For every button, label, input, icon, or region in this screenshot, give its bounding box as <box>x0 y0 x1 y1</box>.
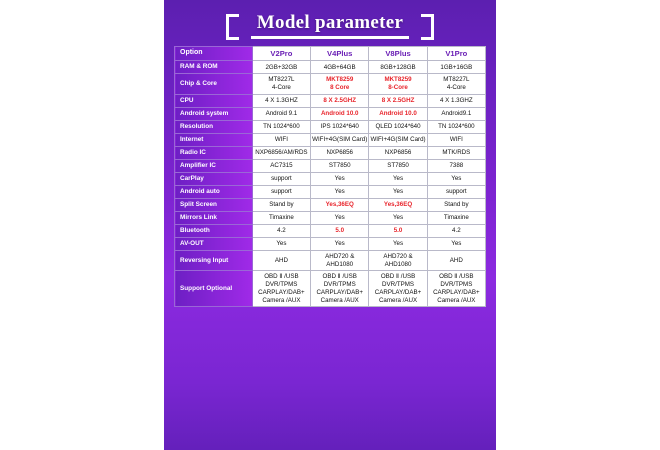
table-cell: AC7315 <box>252 159 310 172</box>
table-cell: Android 10.0 <box>311 107 369 120</box>
table-cell: Yes <box>311 172 369 185</box>
table-cell: Timaxine <box>252 211 310 224</box>
column-header-v1pro: V1Pro <box>427 47 485 61</box>
table-cell: Yes <box>311 185 369 198</box>
table-cell: Stand by <box>252 198 310 211</box>
title-left-bracket <box>226 14 239 40</box>
table-cell: 8GB+128GB <box>369 61 427 74</box>
row-label: CarPlay <box>175 172 253 185</box>
table-cell: Android 9.1 <box>252 107 310 120</box>
column-header-v4plus: V4Plus <box>311 47 369 61</box>
table-cell: OBD Ⅱ /USB DVR/TPMS CARPLAY/DAB+ Camera /AUX <box>369 271 427 307</box>
table-cell: WIFI <box>427 133 485 146</box>
table-cell: OBD Ⅱ /USB DVR/TPMS CARPLAY/DAB+ Camera /AUX <box>252 271 310 307</box>
table-cell: 4GB+64GB <box>311 61 369 74</box>
row-label: Bluetooth <box>175 224 253 237</box>
table-cell: support <box>252 172 310 185</box>
row-label: Radio IC <box>175 146 253 159</box>
table-cell: QLED 1024*640 <box>369 120 427 133</box>
table-cell: 8 X 2.5GHZ <box>311 94 369 107</box>
row-label: Support Optional <box>175 271 253 307</box>
table-cell: 5.0 <box>369 224 427 237</box>
table-row <box>175 120 486 133</box>
table-cell: IPS 1024*640 <box>311 120 369 133</box>
page-title-text: Model parameter <box>251 12 409 39</box>
column-header-option: Option <box>175 47 253 61</box>
table-cell: Yes <box>369 185 427 198</box>
table-cell: Yes <box>369 237 427 250</box>
row-label: Split Screen <box>175 198 253 211</box>
table-cell: MT8227L 4-Core <box>252 74 310 95</box>
table-cell: 4.2 <box>252 224 310 237</box>
table-row <box>175 271 486 307</box>
row-label: AV-OUT <box>175 237 253 250</box>
table-cell: NXP6856 <box>311 146 369 159</box>
table-body <box>175 61 486 307</box>
spec-table <box>174 46 486 307</box>
row-label: Mirrors Link <box>175 211 253 224</box>
row-label: Android auto <box>175 185 253 198</box>
table-cell: ST7850 <box>369 159 427 172</box>
table-cell: Stand by <box>427 198 485 211</box>
table-cell: AHD <box>252 250 310 271</box>
table-cell: AHD720 & AHD1080 <box>311 250 369 271</box>
table-cell: Yes <box>369 211 427 224</box>
table-row <box>175 172 486 185</box>
table-cell: OBD Ⅱ /USB DVR/TPMS CARPLAY/DAB+ Camera /AUX <box>427 271 485 307</box>
table-row <box>175 146 486 159</box>
table-cell: NXP6856 <box>369 146 427 159</box>
table-cell: WIFI <box>252 133 310 146</box>
table-cell: Timaxine <box>427 211 485 224</box>
table-cell: 2GB+32GB <box>252 61 310 74</box>
table-row <box>175 61 486 74</box>
table-cell: 4 X 1.3GHZ <box>427 94 485 107</box>
table-cell: 4 X 1.3GHZ <box>252 94 310 107</box>
table-row <box>175 211 486 224</box>
table-cell: support <box>427 185 485 198</box>
table-cell: MKT8259 8-Core <box>369 74 427 95</box>
row-label: Reversing Input <box>175 250 253 271</box>
table-cell: AHD <box>427 250 485 271</box>
table-cell: MT8227L 4-Core <box>427 74 485 95</box>
table-cell: ST7850 <box>311 159 369 172</box>
row-label: CPU <box>175 94 253 107</box>
column-header-v8plus: V8Plus <box>369 47 427 61</box>
title-right-bracket <box>421 14 434 40</box>
table-cell: 7388 <box>427 159 485 172</box>
table-cell: WIFI+4G(SIM Card) <box>369 133 427 146</box>
table-cell: MTK/RDS <box>427 146 485 159</box>
table-row <box>175 107 486 120</box>
table-cell: Yes,36EQ <box>369 198 427 211</box>
table-row <box>175 74 486 95</box>
table-cell: support <box>252 185 310 198</box>
table-cell: Android 10.0 <box>369 107 427 120</box>
table-cell: OBD Ⅱ /USB DVR/TPMS CARPLAY/DAB+ Camera /AUX <box>311 271 369 307</box>
table-cell: Yes <box>427 172 485 185</box>
table-cell: 1GB+16GB <box>427 61 485 74</box>
table-row <box>175 237 486 250</box>
table-cell: AHD720 & AHD1080 <box>369 250 427 271</box>
row-label: Internet <box>175 133 253 146</box>
row-label: Android system <box>175 107 253 120</box>
table-row <box>175 94 486 107</box>
column-header-v2pro: V2Pro <box>252 47 310 61</box>
table-row <box>175 198 486 211</box>
table-row <box>175 185 486 198</box>
table-row <box>175 133 486 146</box>
table-cell: Yes <box>427 237 485 250</box>
table-cell: Yes <box>311 211 369 224</box>
table-row <box>175 159 486 172</box>
table-cell: Android9.1 <box>427 107 485 120</box>
row-label: Chip & Core <box>175 74 253 95</box>
table-cell: Yes,36EQ <box>311 198 369 211</box>
table-row <box>175 250 486 271</box>
table-cell: 5.0 <box>311 224 369 237</box>
row-label: RAM & ROM <box>175 61 253 74</box>
table-cell: Yes <box>311 237 369 250</box>
parameter-card <box>164 0 496 450</box>
table-row <box>175 224 486 237</box>
table-cell: Yes <box>369 172 427 185</box>
table-cell: TN 1024*600 <box>427 120 485 133</box>
row-label: Amplifier IC <box>175 159 253 172</box>
table-cell: 4.2 <box>427 224 485 237</box>
row-label: Resolution <box>175 120 253 133</box>
table-header-row <box>175 47 486 61</box>
table-cell: 8 X 2.5GHZ <box>369 94 427 107</box>
page-title <box>174 8 486 42</box>
table-cell: MKT8259 8 Core <box>311 74 369 95</box>
table-cell: NXP6856/AM/RDS <box>252 146 310 159</box>
table-cell: Yes <box>252 237 310 250</box>
table-cell: WIFI+4G(SIM Card) <box>311 133 369 146</box>
table-cell: TN 1024*600 <box>252 120 310 133</box>
